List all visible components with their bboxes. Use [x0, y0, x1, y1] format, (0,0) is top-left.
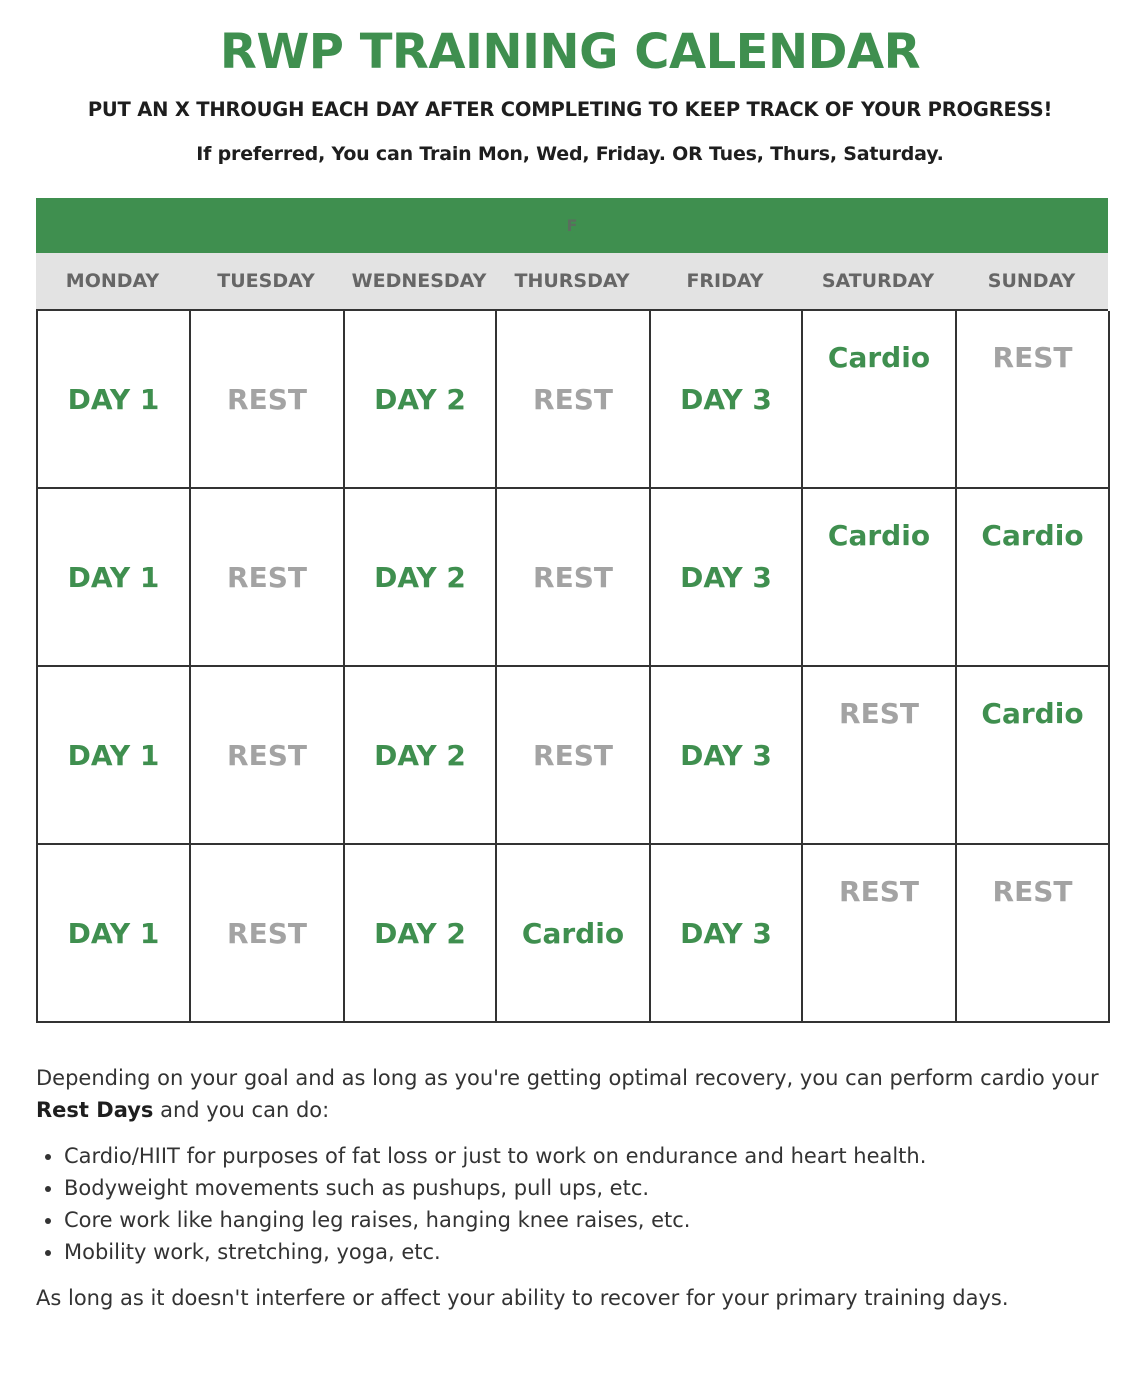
- calendar-day-cell[interactable]: DAY 1: [38, 845, 191, 1023]
- weekday-thursday: THURSDAY: [514, 270, 630, 292]
- calendar-day-cell[interactable]: REST: [497, 489, 651, 667]
- rest-day-info: [36, 1062, 1108, 1314]
- calendar-banner: F: [36, 198, 1108, 253]
- calendar-day-cell[interactable]: Cardio: [803, 311, 957, 489]
- calendar-day-cell[interactable]: REST: [803, 845, 957, 1023]
- calendar-day-cell[interactable]: DAY 1: [38, 667, 191, 845]
- calendar-day-cell[interactable]: REST: [957, 845, 1110, 1023]
- calendar-day-cell[interactable]: DAY 3: [651, 489, 803, 667]
- calendar-day-cell[interactable]: REST: [191, 311, 345, 489]
- page-title: RWP TRAINING CALENDAR: [219, 24, 921, 80]
- weekday-wednesday: WEDNESDAY: [351, 270, 487, 292]
- list-item: • Cardio/HIIT for purposes of fat loss or just to work on endurance and heart health.: [64, 1140, 1108, 1172]
- weekday-tuesday: TUESDAY: [217, 270, 315, 292]
- calendar-day-cell[interactable]: DAY 3: [651, 311, 803, 489]
- intro-paragraph: [36, 1062, 1108, 1126]
- calendar-day-cell[interactable]: DAY 1: [38, 489, 191, 667]
- calendar-day-cell[interactable]: Cardio: [957, 667, 1110, 845]
- list-item: • Core work like hanging leg raises, hanging knee raises, etc.: [64, 1204, 1108, 1236]
- calendar-day-cell[interactable]: REST: [191, 845, 345, 1023]
- calendar-day-cell[interactable]: Cardio: [957, 489, 1110, 667]
- weekday-sunday: SUNDAY: [987, 270, 1076, 292]
- weekday-friday: FRIDAY: [686, 270, 764, 292]
- weekday-saturday: SATURDAY: [821, 270, 935, 292]
- intro-text-end: and you can do:: [153, 1098, 330, 1122]
- calendar-day-cell[interactable]: Cardio: [497, 845, 651, 1023]
- calendar-day-cell[interactable]: DAY 2: [345, 845, 497, 1023]
- weekday-header-row: [36, 253, 1108, 309]
- activity-list: [36, 1140, 1108, 1268]
- instructions-heading: PUT AN X THROUGH EACH DAY AFTER COMPLETING TO KEEP TRACK OF YOUR PROGRESS!: [87, 98, 1053, 121]
- calendar-day-cell[interactable]: DAY 2: [345, 311, 497, 489]
- calendar-grid: [36, 309, 1108, 1023]
- calendar-day-cell[interactable]: DAY 2: [345, 489, 497, 667]
- training-calendar: [36, 198, 1108, 1023]
- calendar-day-cell[interactable]: DAY 2: [345, 667, 497, 845]
- calendar-day-cell[interactable]: REST: [191, 667, 345, 845]
- schedule-note: If preferred, You can Train Mon, Wed, Friday. OR Tues, Thurs, Saturday.: [196, 143, 944, 165]
- calendar-day-cell[interactable]: DAY 3: [651, 845, 803, 1023]
- weekday-monday: MONDAY: [65, 270, 160, 292]
- calendar-day-cell[interactable]: DAY 3: [651, 667, 803, 845]
- calendar-day-cell[interactable]: REST: [957, 311, 1110, 489]
- calendar-day-cell[interactable]: REST: [803, 667, 957, 845]
- list-item: • Mobility work, stretching, yoga, etc.: [64, 1236, 1108, 1268]
- calendar-day-cell[interactable]: Cardio: [803, 489, 957, 667]
- calendar-day-cell[interactable]: REST: [497, 311, 651, 489]
- calendar-day-cell[interactable]: DAY 1: [38, 311, 191, 489]
- closing-paragraph: As long as it doesn't interfere or affect your ability to recover for your primary training days.: [36, 1286, 1009, 1310]
- intro-text: Depending on your goal and as long as you're getting optimal recovery, you can perform cardio your: [36, 1066, 1099, 1090]
- calendar-day-cell[interactable]: REST: [497, 667, 651, 845]
- list-item: • Bodyweight movements such as pushups, pull ups, etc.: [64, 1172, 1108, 1204]
- calendar-day-cell[interactable]: REST: [191, 489, 345, 667]
- rest-days-emphasis: Rest Days: [36, 1098, 154, 1122]
